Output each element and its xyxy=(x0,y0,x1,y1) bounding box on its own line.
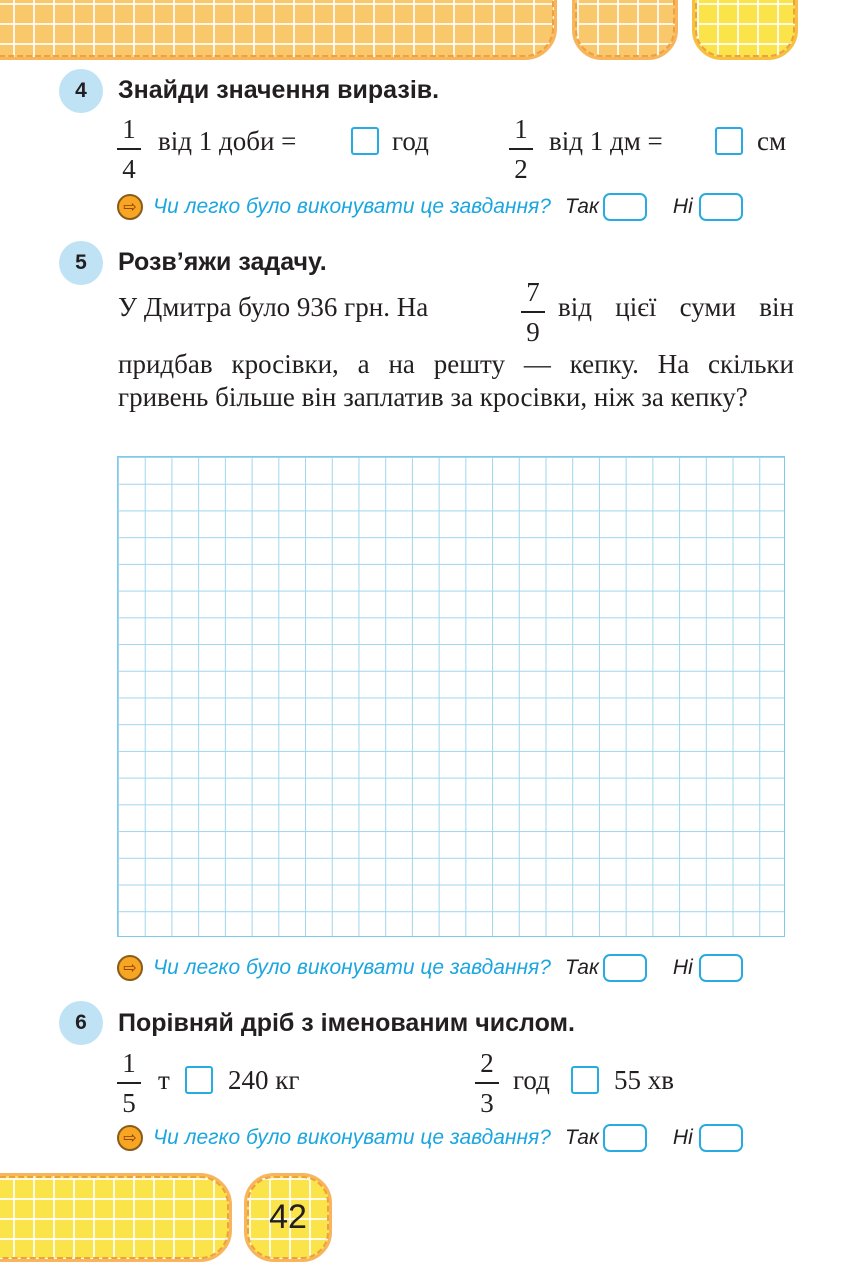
self-assessment-question: Чи легко було виконувати це завдання? xyxy=(153,195,551,218)
arrow-right-icon: ⇨ xyxy=(117,1125,143,1151)
fraction-denominator: 4 xyxy=(122,154,136,184)
fraction-bar xyxy=(521,311,545,313)
unit-label: см xyxy=(757,126,787,156)
comparison-box[interactable] xyxy=(571,1066,599,1094)
task-title: Розв’яжи задачу. xyxy=(118,248,327,276)
fraction-numerator: 1 xyxy=(122,114,136,144)
no-label: Ні xyxy=(672,956,693,979)
no-checkbox[interactable] xyxy=(699,193,743,221)
no-label: Ні xyxy=(672,1126,693,1149)
unit-label: год xyxy=(513,1065,550,1095)
yes-checkbox[interactable] xyxy=(603,954,647,982)
fraction-numerator: 7 xyxy=(526,277,540,307)
yes-label: Так xyxy=(564,1126,599,1149)
task-number-badge: 5 xyxy=(59,241,103,285)
fraction xyxy=(117,1050,141,1117)
fraction-denominator: 9 xyxy=(526,317,540,347)
self-assessment-row xyxy=(117,953,743,983)
fraction xyxy=(117,116,141,183)
fraction-bar xyxy=(509,148,533,150)
page-number: 42 xyxy=(269,1198,307,1236)
yes-label: Так xyxy=(564,956,599,979)
self-assessment-row xyxy=(117,1123,743,1153)
decorative-grid-tab xyxy=(0,1175,230,1260)
problem-text-line: від цієї суми він xyxy=(558,292,794,322)
unit-label: т xyxy=(158,1065,170,1095)
task-number-badge: 4 xyxy=(59,69,103,113)
answer-box[interactable] xyxy=(351,127,379,155)
fraction xyxy=(509,116,533,183)
fraction-denominator: 2 xyxy=(514,154,528,184)
fraction-denominator: 3 xyxy=(480,1088,494,1118)
comparison-value: 55 хв xyxy=(614,1065,674,1095)
fraction xyxy=(521,279,545,346)
yes-checkbox[interactable] xyxy=(603,193,647,221)
self-assessment-question: Чи легко було виконувати це завдання? xyxy=(153,956,551,979)
problem-text-line: У Дмитра було 936 грн. На xyxy=(118,292,429,322)
solution-grid[interactable] xyxy=(117,456,785,937)
fraction-numerator: 1 xyxy=(514,114,528,144)
fraction-bar xyxy=(117,148,141,150)
fraction-denominator: 5 xyxy=(122,1088,136,1118)
decorative-grid-tab xyxy=(0,0,555,58)
yes-checkbox[interactable] xyxy=(603,1124,647,1152)
fraction-numerator: 2 xyxy=(480,1048,494,1078)
self-assessment-question: Чи легко було виконувати це завдання? xyxy=(153,1126,551,1149)
yes-label: Так xyxy=(564,195,599,218)
comparison-value: 240 кг xyxy=(228,1065,300,1095)
problem-text: придбав кросівки, а на решту — кепку. На скільки гривень більше він заплатив за кросівки, ніж за кепку? xyxy=(118,349,794,412)
no-checkbox[interactable] xyxy=(699,954,743,982)
task-title: Знайди значення виразів. xyxy=(118,76,440,104)
unit-label: год xyxy=(392,126,429,156)
fraction-bar xyxy=(475,1082,499,1084)
self-assessment-row xyxy=(117,192,743,222)
fraction-bar xyxy=(117,1082,141,1084)
arrow-right-icon: ⇨ xyxy=(117,955,143,981)
answer-box[interactable] xyxy=(715,127,743,155)
decorative-grid-tab xyxy=(694,0,796,58)
decorative-grid-tab xyxy=(574,0,676,58)
task-number-badge: 6 xyxy=(59,1001,103,1045)
comparison-box[interactable] xyxy=(185,1066,213,1094)
no-label: Ні xyxy=(672,195,693,218)
no-checkbox[interactable] xyxy=(699,1124,743,1152)
expression-text: від 1 доби = xyxy=(158,126,297,156)
fraction-numerator: 1 xyxy=(122,1048,136,1078)
fraction xyxy=(475,1050,499,1117)
expression-text: від 1 дм = xyxy=(549,126,663,156)
arrow-right-icon: ⇨ xyxy=(117,194,143,220)
task-title: Порівняй дріб з іменованим числом. xyxy=(118,1009,575,1037)
